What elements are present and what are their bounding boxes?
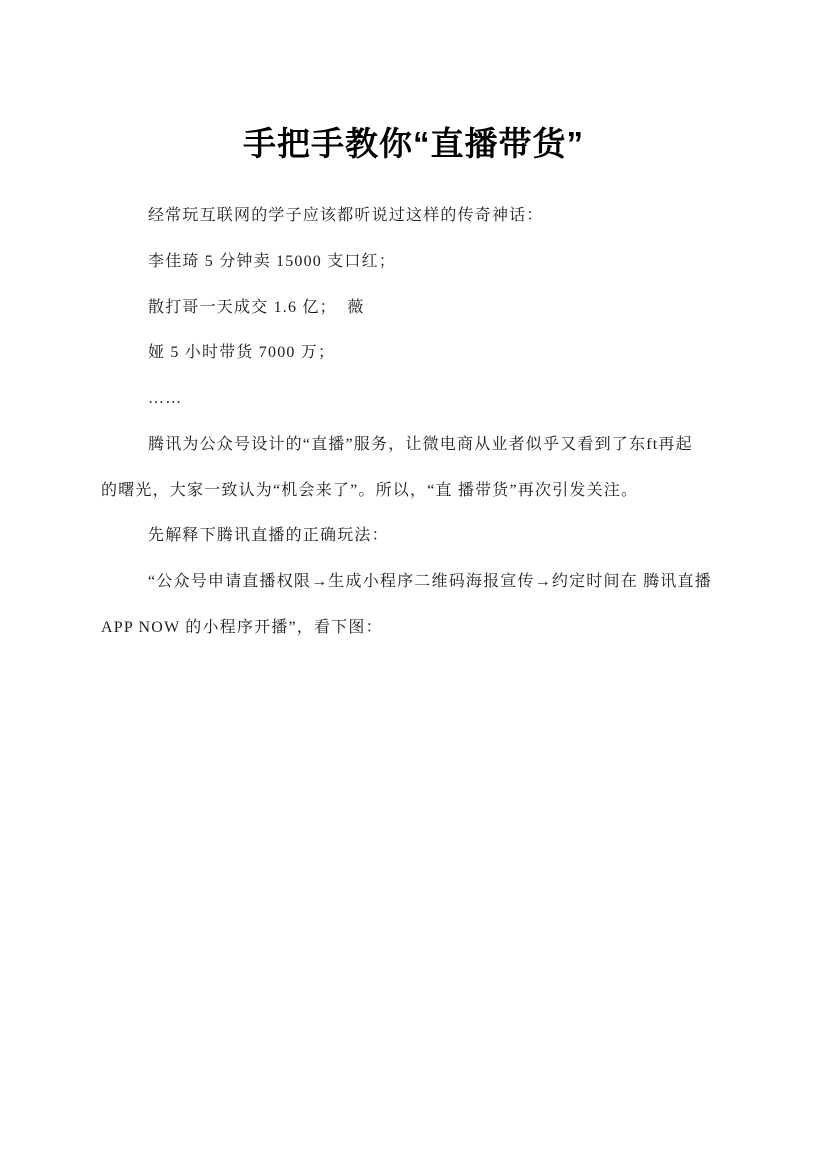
paragraph-line: 先解释下腾讯直播的正确玩法： <box>148 527 389 545</box>
paragraph-line ellipsis-line: …… <box>148 390 183 407</box>
document-title: 手把手教你“直播带货” <box>243 125 584 162</box>
paragraph-line: 的曙光，大家一致认为“机会来了”。所以，“直 播带货”再次引发关注。 <box>101 481 639 499</box>
paragraph-line: 娅 5 小时带货 7000 万； <box>148 344 336 362</box>
paragraph-line: 散打哥一天成交 1.6 亿； 薇 <box>148 298 365 316</box>
paragraph-line: “公众号申请直播权限→生成小程序二维码海报宣传→约定时间在 腾讯直播 <box>148 573 712 590</box>
paragraph-line: 经常玩互联网的学子应该都听说过这样的传奇神话： <box>148 207 544 224</box>
paragraph-line: APP NOW 的小程序开播”，看下图： <box>101 618 383 636</box>
paragraph-line: 李佳琦 5 分钟卖 15000 支口红； <box>148 252 397 270</box>
paragraph-line: 腾讯为公众号设计的“直播”服务，让微电商从业者似乎又看到了东ft再起 <box>148 435 693 453</box>
document-body <box>101 193 761 651</box>
